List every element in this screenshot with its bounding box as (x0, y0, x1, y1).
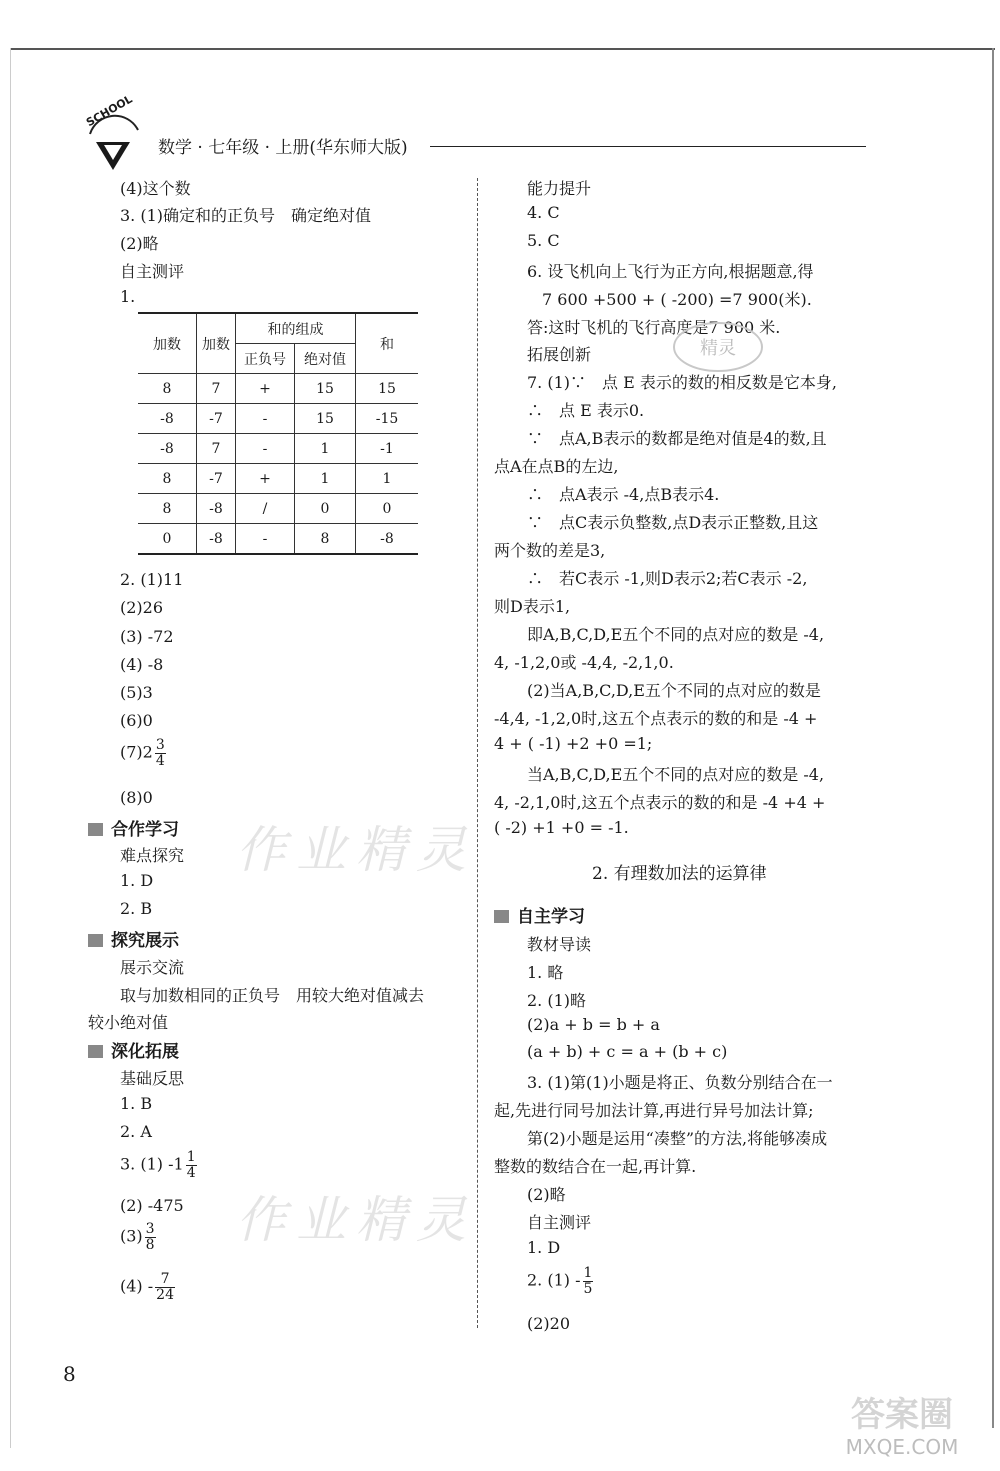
cell: 15 (295, 374, 356, 404)
right-line-5: 7 600 +500 + ( -200) =7 900(米). (542, 290, 812, 309)
basic-3-2: (2) -475 (120, 1196, 184, 1215)
page-number: 8 (63, 1362, 76, 1386)
right-line-3: 5. C (527, 231, 560, 250)
table-row (138, 434, 418, 464)
right-line-29: (a + b) + c = a + (b + c) (527, 1042, 728, 1061)
cell: 7 (197, 434, 236, 464)
cell: / (236, 494, 295, 524)
stamp-text: 精灵 (700, 338, 736, 359)
section-marker-icon (494, 910, 509, 923)
sub-exchange: 展示交流 (120, 958, 185, 977)
right-line-33: 整数的数结合在一起,再计算. (494, 1157, 697, 1176)
right-line-7: 拓展创新 (527, 345, 592, 364)
site-logo-icon (812, 1388, 992, 1460)
basic-1: 1. B (120, 1094, 153, 1113)
denominator: 24 (156, 1286, 174, 1303)
right-line-30: 3. (1)第(1)小题是将正、负数分别结合在一 (527, 1073, 833, 1092)
table-row (138, 464, 418, 494)
denominator: 4 (155, 752, 165, 769)
right-line-2: 4. C (527, 203, 560, 222)
right-line-17: 即A,B,C,D,E五个不同的点对应的数是 -4, (527, 625, 825, 644)
sub-reflection: 基础反思 (120, 1069, 185, 1088)
basic-3-4-label: (4) - (120, 1276, 154, 1296)
column-divider (477, 178, 478, 1328)
site-logo-text: 答案圈 (851, 1395, 953, 1435)
right-line-37-label: 2. (1) - (527, 1270, 581, 1290)
denominator: 5 (583, 1280, 593, 1297)
table-row (138, 524, 418, 555)
th-composition: 和的组成 (236, 313, 356, 344)
right-line-13: ∵ 点C表示负整数,点D表示正整数,且这 (527, 513, 819, 532)
cell: -8 (138, 434, 197, 464)
answer-2: 2. B (120, 899, 153, 918)
section-marker-icon (88, 1045, 103, 1058)
section-explore (88, 926, 179, 951)
watermark-2: 作业精灵 (236, 1191, 476, 1249)
cell: 8 (138, 494, 197, 524)
section-title: 自主学习 (517, 907, 585, 927)
cell: 8 (295, 524, 356, 555)
right-line-15: ∴ 若C表示 -1,则D表示2;若C表示 -2, (527, 569, 808, 588)
numerator: 3 (155, 737, 165, 753)
page-left-border (10, 48, 11, 1448)
table-row (138, 494, 418, 524)
section-cooperative (88, 815, 179, 840)
left-line-3: (2)略 (120, 234, 159, 253)
right-line-11: 点A在点B的左边, (494, 457, 619, 476)
cell: -7 (197, 464, 236, 494)
right-line-21: 4 + ( -1) +2 +0 =1; (494, 734, 653, 753)
cell: 1 (356, 464, 419, 494)
cell: -7 (197, 404, 236, 434)
q2-1: 2. (1)11 (120, 570, 184, 589)
right-line-4: 6. 设飞机向上飞行为正方向,根据题意,得 (527, 262, 814, 281)
cell: + (236, 374, 295, 404)
right-line-9: ∴ 点 E 表示0. (527, 401, 645, 420)
cell: 0 (138, 524, 197, 555)
right-line-8: 7. (1)∵ 点 E 表示的数的相反数是它本身, (527, 373, 837, 392)
page-top-border (10, 48, 995, 50)
cell: -8 (138, 404, 197, 434)
th-addend-2: 加数 (197, 313, 236, 374)
right-line-12: ∴ 点A表示 -4,点B表示4. (527, 485, 720, 504)
section-title: 合作学习 (111, 820, 179, 840)
cell: + (236, 464, 295, 494)
th-sign: 正负号 (236, 344, 295, 374)
basic-3-4-fraction (155, 1272, 175, 1302)
cell: -8 (197, 524, 236, 555)
cell: 15 (356, 374, 419, 404)
q2-3: (3) -72 (120, 627, 174, 646)
left-line-2: 3. (1)确定和的正负号 确定绝对值 (120, 206, 372, 225)
q2-5: (5)3 (120, 683, 153, 702)
sum-table (138, 312, 418, 555)
denominator: 8 (145, 1236, 155, 1253)
logo-text: SCHOOL (84, 92, 135, 130)
right-line-27: 2. (1)略 (527, 991, 587, 1010)
right-line-24: ( -2) +1 +0 = -1. (494, 818, 629, 837)
section-self-study (494, 902, 585, 927)
watermark-1: 作业精灵 (236, 821, 476, 879)
explore-text-1: 取与加数相同的正负号 用较大绝对值减去 (120, 986, 425, 1005)
right-line-22: 当A,B,C,D,E五个不同的点对应的数是 -4, (527, 765, 825, 784)
right-line-26: 1. 略 (527, 963, 564, 982)
numerator: 1 (583, 1265, 593, 1281)
page-right-border (992, 48, 994, 1428)
section-heading: 2. 有理数加法的运算律 (592, 864, 767, 884)
basic-3-1-label: 3. (1) -1 (120, 1154, 184, 1174)
basic-3-1 (120, 1150, 197, 1180)
cell: 7 (197, 374, 236, 404)
right-line-14: 两个数的差是3, (494, 541, 606, 560)
numerator: 3 (145, 1221, 155, 1237)
section-title: 探究展示 (111, 931, 179, 951)
q2-7-fraction (155, 738, 166, 768)
right-line-31: 起,先进行同号加法计算,再进行异号加法计算; (494, 1101, 814, 1120)
q2-7-label: (7)2 (120, 742, 153, 762)
header-title: 数学 · 七年级 · 上册(华东师大版) (158, 138, 408, 158)
basic-3-1-fraction (186, 1150, 197, 1180)
th-addend-1: 加数 (138, 313, 197, 374)
right-line-23: 4, -2,1,0时,这五个点表示的数的和是 -4 +4 + (494, 793, 826, 812)
th-sum: 和 (356, 313, 419, 374)
stamp-icon (670, 318, 766, 376)
section-marker-icon (88, 823, 103, 836)
denominator: 4 (186, 1164, 196, 1181)
left-line-1: (4)这个数 (120, 179, 191, 198)
cell: -15 (356, 404, 419, 434)
right-line-25: 教材导读 (527, 935, 592, 954)
q2-6: (6)0 (120, 711, 153, 730)
header-rule (430, 146, 866, 147)
basic-3-3-fraction (145, 1222, 156, 1252)
cell: 1 (295, 434, 356, 464)
cell: - (236, 434, 295, 464)
right-line-6: 答:这时飞机的飞行高度是7 900 米. (527, 318, 781, 337)
right-line-36: 1. D (527, 1238, 561, 1257)
section-marker-icon (88, 934, 103, 947)
cell: 1 (295, 464, 356, 494)
basic-3-3 (120, 1222, 156, 1252)
answer-1: 1. D (120, 871, 154, 890)
right-line-28: (2)a + b = b + a (527, 1015, 660, 1034)
table-row (138, 404, 418, 434)
basic-3-4 (120, 1272, 175, 1302)
left-line-5: 1. (120, 287, 136, 306)
basic-3-3-label: (3) (120, 1226, 143, 1246)
right-line-1: 能力提升 (527, 179, 592, 198)
right-line-20: -4,4, -1,2,0时,这五个点表示的数的和是 -4 + (494, 709, 818, 728)
cell: 8 (138, 464, 197, 494)
th-abs: 绝对值 (295, 344, 356, 374)
cell: 15 (295, 404, 356, 434)
q2-2: (2)26 (120, 598, 164, 617)
cell: 0 (356, 494, 419, 524)
right-line-19: (2)当A,B,C,D,E五个不同的点对应的数是 (527, 681, 821, 700)
cell: - (236, 524, 295, 555)
cell: -1 (356, 434, 419, 464)
right-line-18: 4, -1,2,0或 -4,4, -2,1,0. (494, 653, 674, 672)
right-line-37-fraction (583, 1266, 594, 1296)
q2-7 (120, 738, 166, 768)
left-line-4: 自主测评 (120, 262, 185, 281)
right-line-16: 则D表示1, (494, 597, 571, 616)
right-line-37 (527, 1266, 593, 1296)
cell: -8 (356, 524, 419, 555)
q2-8: (8)0 (120, 788, 153, 807)
section-deepen (88, 1037, 179, 1062)
numerator: 1 (186, 1149, 196, 1165)
q2-4: (4) -8 (120, 655, 164, 674)
sub-difficulty: 难点探究 (120, 846, 185, 865)
cell: -8 (197, 494, 236, 524)
cell: 8 (138, 374, 197, 404)
right-line-35: 自主测评 (527, 1213, 592, 1232)
right-line-10: ∵ 点A,B表示的数都是绝对值是4的数,且 (527, 429, 827, 448)
right-line-38: (2)20 (527, 1314, 571, 1333)
section-title: 深化拓展 (111, 1042, 179, 1062)
basic-2: 2. A (120, 1122, 152, 1141)
cell: - (236, 404, 295, 434)
right-line-32: 第(2)小题是运用“凑整”的方法,将能够凑成 (527, 1129, 828, 1148)
explore-text-2: 较小绝对值 (88, 1013, 169, 1032)
numerator: 7 (155, 1272, 175, 1288)
table-row (138, 374, 418, 404)
cell: 0 (295, 494, 356, 524)
right-line-34: (2)略 (527, 1185, 566, 1204)
site-url: MXQE.COM (845, 1435, 959, 1459)
